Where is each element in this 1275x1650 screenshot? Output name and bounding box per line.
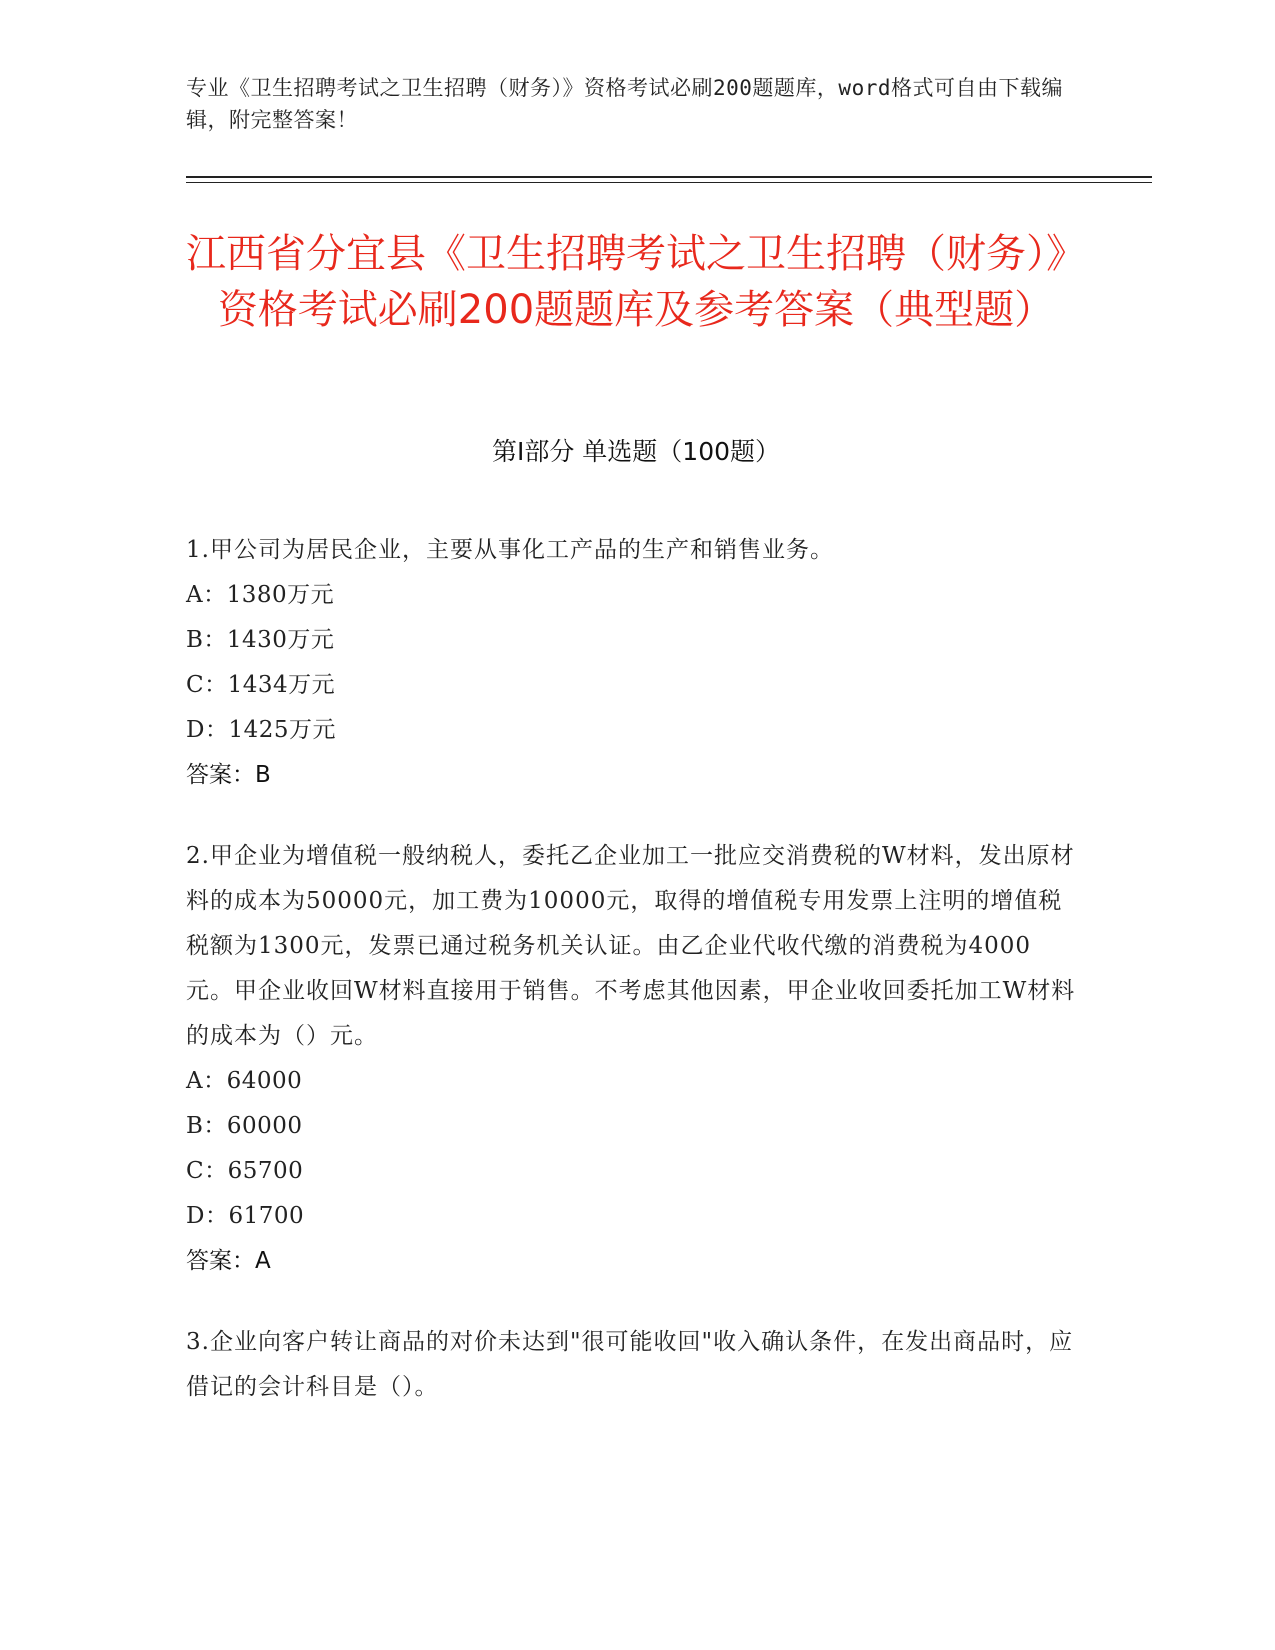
option-d: D：61700: [186, 1203, 305, 1229]
header-note: 专业《卫生招聘考试之卫生招聘（财务）》资格考试必刷200题题库，word格式可自由下载编辑，附完整答案！: [186, 76, 1063, 132]
header-divider-thin: [186, 182, 1152, 183]
option-b: B：60000: [186, 1113, 303, 1139]
document-title: 江西省分宜县《卫生招聘考试之卫生招聘（财务）》资格考试必刷200题题库及参考答案（典型题）: [186, 231, 1086, 333]
question-stem: 1.甲公司为居民企业，主要从事化工产品的生产和销售业务。: [186, 537, 834, 563]
option-d: D：1425万元: [186, 717, 336, 743]
answer-line: 答案：B: [186, 762, 271, 788]
question-stem: 2.甲企业为增值税一般纳税人，委托乙企业加工一批应交消费税的W材料，发出原材料的成本为50000元，加工费为10000元，取得的增值税专用发票上注明的增值税税额为1300元，发票已通过税务机关认证。由乙企业代收代缴的消费税为4000元。甲企业收回W材料直接用于销售。不考虑其他因素，甲企业收回委托加工W材料的成本为（）元。: [186, 843, 1076, 1049]
section-title: 第I部分 单选题（100题）: [491, 437, 781, 466]
option-c: C：1434万元: [186, 672, 336, 698]
question-1: [186, 528, 1076, 798]
question-list: [186, 528, 1076, 1446]
option-b: B：1430万元: [186, 627, 335, 653]
question-3: [186, 1320, 1076, 1410]
option-a: A：1380万元: [186, 582, 335, 608]
option-c: C：65700: [186, 1158, 304, 1184]
option-a: A：64000: [186, 1068, 303, 1094]
answer-line: 答案：A: [186, 1248, 271, 1274]
question-2: [186, 834, 1076, 1284]
question-stem: 3.企业向客户转让商品的对价未达到"很可能收回"收入确认条件，在发出商品时，应借记的会计科目是（）。: [186, 1329, 1074, 1400]
header-divider-thick: [186, 176, 1152, 178]
